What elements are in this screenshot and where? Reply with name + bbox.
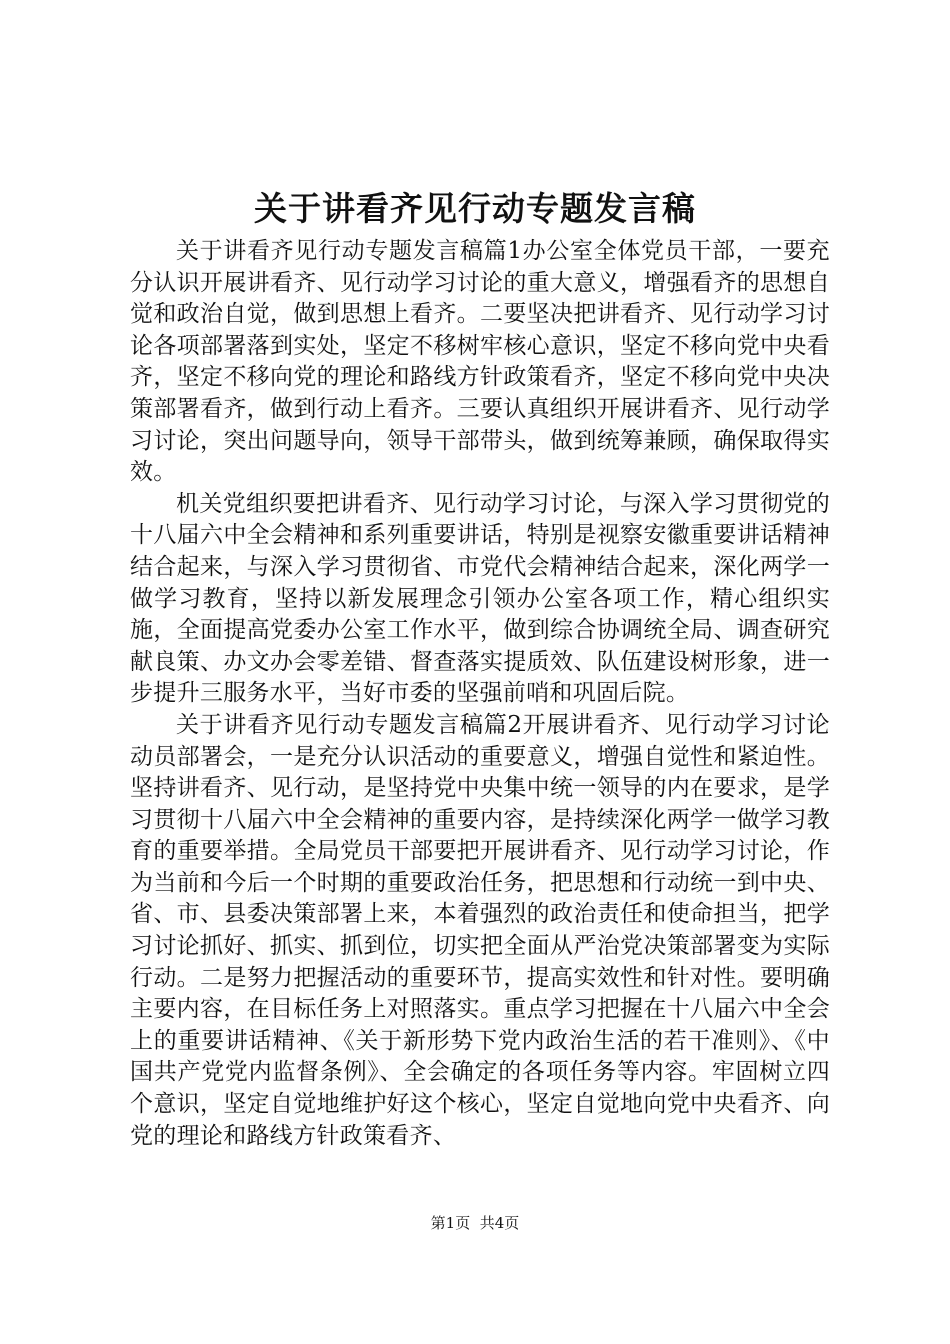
document-body — [130, 236, 830, 1152]
footer-separator — [470, 1214, 480, 1232]
paragraph-1: 关于讲看齐见行动专题发言稿篇1办公室全体党员干部，一要充分认识开展讲看齐、见行动学习讨论的重大意义，增强看齐的思想自觉和政治自觉，做到思想上看齐。二要坚决把讲看齐、见行动学习讨论各项部署落到实处，坚定不移树牢核心意识，坚定不移向党中央看齐，坚定不移向党的理论和路线方针政策看齐，坚定不移向党中央决策部署看齐，做到行动上看齐。三要认真组织开展讲看齐、见行动学习讨论，突出问题导向，领导干部带头，做到统筹兼顾，确保取得实效。 — [130, 238, 830, 486]
paragraph-3: 关于讲看齐见行动专题发言稿篇2开展讲看齐、见行动学习讨论动员部署会，一是充分认识活动的重要意义，增强自觉性和紧迫性。坚持讲看齐、见行动，是坚持党中央集中统一领导的内在要求，是学习贯彻十八届六中全会精神的重要内容，是持续深化两学一做学习教育的重要举措。全局党员干部要把开展讲看齐、见行动学习讨论，作为当前和今后一个时期的重要政治任务，把思想和行动统一到中央、省、市、县委决策部署上来，本着强烈的政治责任和使命担当，把学习讨论抓好、抓实、抓到位，切实把全面从严治党决策部署变为实际行动。二是努力把握活动的重要环节，提高实效性和针对性。要明确主要内容，在目标任务上对照落实。重点学习把握在十八届六中全会上的重要讲话精神、《关于新形势下党内政治生活的若干准则》、《中国共产党党内监督条例》、全会确定的各项任务等内容。牢固树立四个意识，坚定自觉地维护好这个核心，坚定自觉地向党中央看齐、向党的理论和路线方针政策看齐、 — [130, 711, 830, 1149]
page-number: 第1页 — [430, 1214, 471, 1232]
document-title: 关于讲看齐见行动专题发言稿 — [254, 189, 696, 228]
paragraph-2: 机关党组织要把讲看齐、见行动学习讨论，与深入学习贯彻党的十八届六中全会精神和系列重要讲话，特别是视察安徽重要讲话精神结合起来，与深入学习贯彻省、市党代会精神结合起来，深化两学一做学习教育，坚持以新发展理念引领办公室各项工作，精心组织实施，全面提高党委办公室工作水平，做到综合协调统全局、调查研究献良策、办文办会零差错、督查落实提质效、队伍建设树形象，进一步提升三服务水平，当好市委的坚强前哨和巩固后院。 — [130, 490, 830, 707]
page-total: 共4页 — [479, 1214, 520, 1232]
page-footer — [0, 1213, 950, 1233]
